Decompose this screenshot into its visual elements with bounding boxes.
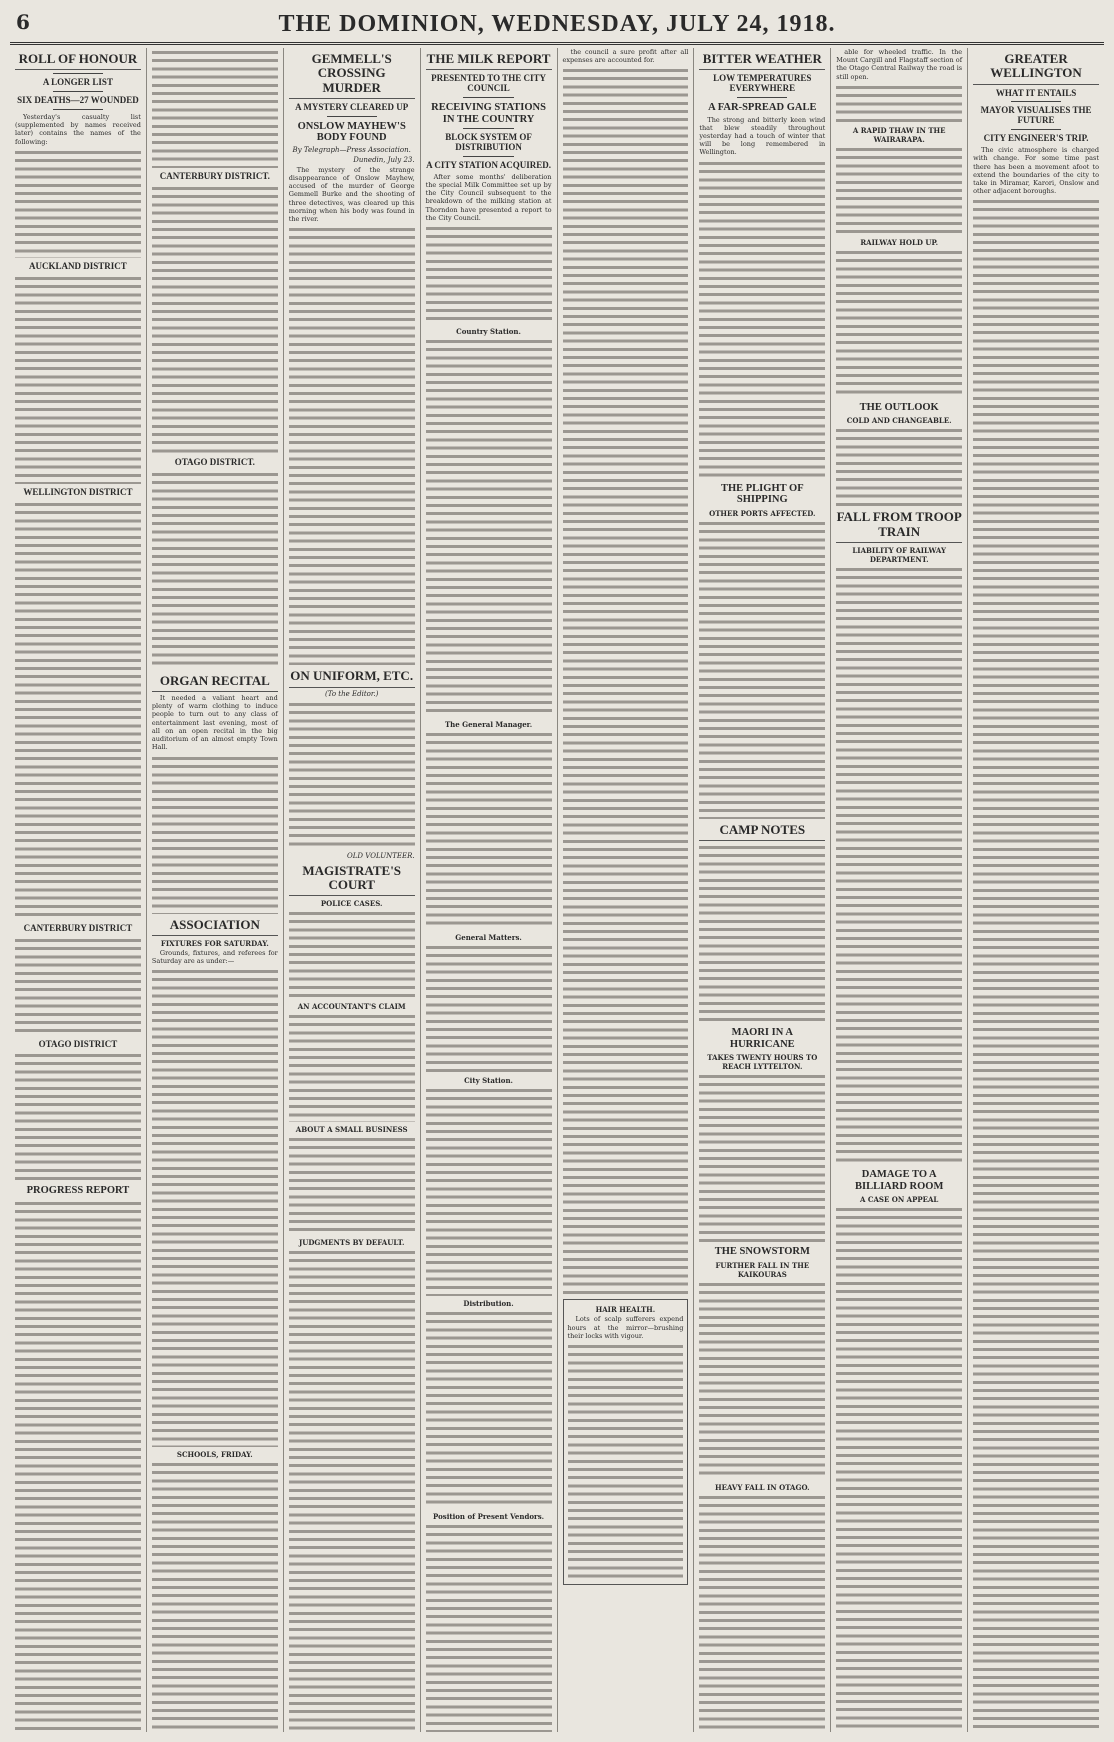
weather-continued: able for wheeled traffic. In the Mount Cargill and Flagstaff section of the Otago Central Railway the road is still open. (836, 48, 963, 81)
city-station-subheading: A CITY STATION ACQUIRED. (426, 159, 551, 170)
list-continued (152, 48, 278, 168)
snowstorm-heading: THE SNOWSTORM (714, 1246, 810, 1258)
maori-subheading: TAKES TWENTY HOURS TO REACH LYTTELTON. (707, 1053, 818, 1072)
hair-health-body (568, 1342, 684, 1582)
canterbury-list (15, 936, 141, 1036)
maori-body (699, 1072, 825, 1242)
otago-district-heading: OTAGO DISTRICT (38, 1038, 118, 1049)
murder-body (289, 225, 415, 665)
railway-body (836, 248, 962, 398)
murder-byline: By Telegraph—Press Association. (292, 145, 411, 154)
column-8 (968, 48, 1104, 1732)
organ-recital-heading: ORGAN RECITAL (152, 674, 278, 692)
greater-wellington-heading: GREATER WELLINGTON (973, 52, 1099, 85)
column-1 (10, 48, 147, 1732)
outlook-body (836, 426, 962, 506)
milk-continued: the council a sure profit after all expenses are accounted for. (562, 48, 689, 65)
progress-report-heading: PROGRESS REPORT (26, 1185, 130, 1197)
distribution-subheading: Distribution. (463, 1299, 514, 1309)
accountant-subheading: AN ACCOUNTANT'S CLAIM (297, 1002, 406, 1012)
milk-body-3 (426, 730, 552, 930)
country-station-subheading: Country Station. (456, 327, 521, 337)
column-4 (421, 48, 558, 1732)
billiard-body (836, 1205, 962, 1732)
small-business-subheading: ABOUT A SMALL BUSINESS (295, 1125, 408, 1135)
wellington-list (15, 500, 141, 920)
murder-dateline: Dunedin, July 23. (353, 155, 415, 164)
canterbury-district-heading: CANTERBURY DISTRICT (23, 922, 133, 933)
association-heading: ASSOCIATION (152, 918, 278, 936)
outlook-heading: THE OUTLOOK (859, 401, 939, 413)
city-station-subheading-2: City Station. (464, 1076, 513, 1086)
otago-list (15, 1051, 141, 1181)
general-matters-subheading: General Matters. (455, 933, 522, 943)
liability-subheading: LIABILITY OF RAILWAY DEPARTMENT. (852, 545, 946, 564)
presented-subheading: PRESENTED TO THE CITY COUNCIL (431, 73, 546, 94)
magistrate-heading: MAGISTRATE'S COURT (289, 864, 415, 897)
column-5 (558, 48, 695, 1732)
maori-hurricane-heading: MAORI IN A HURRICANE (729, 1027, 795, 1050)
accountant-body (289, 1012, 415, 1122)
organ-recital-body (152, 754, 278, 914)
block-system-subheading: BLOCK SYSTEM OF DISTRIBUTION (445, 132, 532, 153)
camp-notes-body (699, 843, 825, 1023)
otago-fall-subheading: HEAVY FALL IN OTAGO. (715, 1482, 810, 1492)
gale-subheading: A FAR-SPREAD GALE (708, 102, 817, 114)
milk-body-6 (426, 1309, 552, 1509)
schools-fixtures (152, 1460, 278, 1732)
general-manager-subheading: The General Manager. (444, 720, 533, 730)
schools-subheading: SCHOOLS, FRIDAY. (176, 1450, 253, 1460)
mystery-subheading: A MYSTERY CLEARED UP (295, 101, 409, 112)
masthead (10, 6, 1104, 45)
camp-notes-heading: CAMP NOTES (699, 823, 825, 841)
progress-list (15, 1199, 141, 1732)
uniform-signature: OLD VOLUNTEER. (347, 851, 415, 860)
longer-list-subheading: A LONGER LIST (42, 77, 113, 88)
column-7 (831, 48, 968, 1732)
milk-report-continued (563, 66, 689, 1296)
mayor-subheading: MAYOR VISUALISES THE FUTURE (980, 105, 1092, 126)
column-6 (694, 48, 831, 1732)
otago-heading-2: OTAGO DISTRICT. (174, 456, 255, 467)
kaikouras-subheading: FURTHER FALL IN THE KAIKOURAS (715, 1260, 810, 1279)
shipping-body (699, 519, 825, 819)
hair-health-heading: HAIR HEALTH. (595, 1305, 656, 1315)
canterbury-heading-2: CANTERBURY DISTRICT. (159, 171, 270, 181)
auckland-district-heading: AUCKLAND DISTRICT (29, 260, 127, 271)
association-subheading: FIXTURES FOR SATURDAY. (160, 938, 269, 948)
canterbury-list-2 (152, 184, 278, 454)
shipping-heading: THE PLIGHT OF SHIPPING (720, 482, 804, 506)
weather-continued-body (836, 83, 962, 123)
association-fixtures (152, 967, 278, 1447)
greater-wellington-text: The civic atmosphere is charged with change. For some time past there has been a movement afoot to extend the boundaries of the city to take in Miramar, Karori, Onslow and other adjacent boroughs. (973, 146, 1099, 196)
otago-fall-body (699, 1493, 825, 1732)
wellington-district-heading: WELLINGTON DISTRICT (23, 486, 133, 497)
bitter-weather-heading: BITTER WEATHER (699, 52, 825, 70)
uniform-heading: ON UNIFORM, ETC. (289, 669, 415, 687)
troop-train-heading: FALL FROM TROOP TRAIN (836, 510, 962, 543)
milk-body-5 (426, 1086, 552, 1296)
rapid-thaw-subheading: A RAPID THAW IN THE WAIRARAPA. (852, 125, 946, 144)
judgments-subheading: JUDGMENTS BY DEFAULT. (298, 1238, 405, 1248)
milk-body-7 (426, 1522, 552, 1732)
small-business-body (289, 1135, 415, 1235)
auckland-list (15, 274, 141, 484)
present-vendors-subheading: Position of Present Vendors. (433, 1512, 545, 1522)
roll-of-honour-heading: ROLL OF HONOUR (15, 52, 141, 70)
troop-train-body (836, 565, 962, 1165)
weather-body (699, 159, 825, 479)
association-text: Grounds, fixtures, and referees for Saturday are as under:— (151, 948, 278, 965)
hair-health-text: Lots of scalp sufferers expend hours at the mirror—brushing their locks with vigour. (567, 1315, 684, 1340)
hair-advert (563, 1299, 689, 1585)
other-ports-subheading: OTHER PORTS AFFECTED. (709, 508, 816, 518)
roll-intro: Yesterday's casualty list (supplemented by names received later) contains the names of the following: (15, 113, 141, 146)
casualty-table (15, 148, 141, 258)
judgments-body (289, 1248, 415, 1732)
columns (10, 48, 1104, 1732)
page-number: 6 (16, 10, 30, 34)
low-temperatures-subheading: LOW TEMPERATURES EVERYWHERE (713, 73, 812, 94)
otago-list-2 (152, 470, 278, 670)
cold-changeable-subheading: COLD AND CHANGEABLE. (846, 416, 952, 426)
greater-wellington-body (973, 197, 1099, 1732)
organ-recital-text: It needed a valiant heart and plenty of warm clothing to induce people to turn out to any class of entertainment last evening, most of all on an open recital in the big auditorium of an almost empty Town Hall. (151, 694, 278, 752)
snowstorm-body (699, 1280, 825, 1480)
milk-report-text: After some months' deliberation the special Milk Committee set up by the City Council subsequent to the breakdown of the milking station at Thorndon have presented a report to the City Council. (425, 172, 552, 222)
receiving-stations-subheading: RECEIVING STATIONS IN THE COUNTRY (431, 102, 546, 125)
deaths-wounded-subheading: SIX DEATHS—27 WOUNDED (17, 95, 139, 106)
column-2 (147, 48, 284, 1732)
railway-subheading: RAILWAY HOLD UP. (860, 237, 939, 247)
thaw-body (836, 145, 962, 235)
uniform-letter (289, 700, 415, 850)
city-engineer-subheading: CITY ENGINEER'S TRIP. (983, 133, 1089, 144)
weather-text: The strong and bitterly keen wind that blew steadily throughout yesterday had a touch of winter that will be long remembered in Wellington. (699, 115, 826, 157)
police-cases-subheading: POLICE CASES. (320, 899, 383, 909)
milk-body-1 (426, 224, 552, 324)
newspaper-title: THE DOMINION, WEDNESDAY, JULY 24, 1918. (278, 10, 836, 37)
police-cases-body (289, 909, 415, 999)
column-3 (284, 48, 421, 1732)
milk-report-heading: THE MILK REPORT (426, 52, 552, 70)
uniform-subheading: (To the Editor.) (325, 689, 379, 698)
billiard-room-heading: DAMAGE TO A BILLIARD ROOM (854, 1168, 944, 1192)
body-found-subheading: ONSLOW MAYHEW'S BODY FOUND (297, 120, 406, 144)
murder-heading: GEMMELL'S CROSSING MURDER (289, 52, 415, 99)
milk-body-2 (426, 337, 552, 717)
murder-text: The mystery of the strange disappearance of Onslow Mayhew, accused of the murder of George Gemmell Burke and the shooting of three detectives, was cleared up this morning when his body was found in the river. (288, 165, 415, 224)
what-it-entails-subheading: WHAT IT ENTAILS (995, 87, 1077, 98)
appeal-subheading: A CASE ON APPEAL (860, 1195, 939, 1205)
milk-body-4 (426, 943, 552, 1073)
